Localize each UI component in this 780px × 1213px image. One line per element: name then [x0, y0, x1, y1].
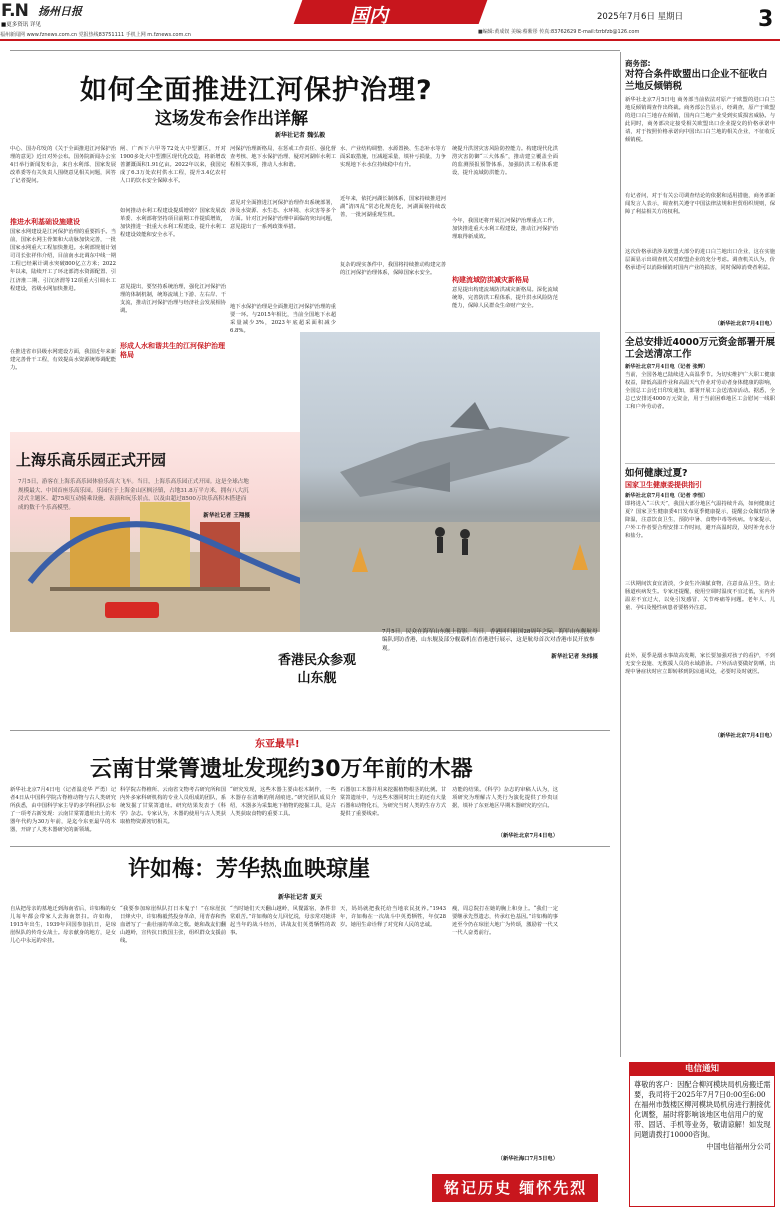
telecom-notice-title: 电信通知 [629, 1062, 775, 1076]
dateline-credit: （新华社北京7月4日电） [714, 733, 775, 739]
column-divider [620, 52, 621, 1057]
notice-signature: 中国电信福州分公司 [706, 1142, 771, 1151]
telecom-notice-body [634, 1080, 771, 1152]
wooden-tools-kicker: 东亚最早! [255, 739, 300, 750]
paragraph: 复杂的现实条件中，我国将持续推动构建完善的江河保护治理体系，保障国家水安全。 [340, 262, 446, 277]
paragraph: 功能的结果。《科学》杂志的审稿人认为，这项研究为理解古人类行为演化提供了珍贵证据，填补了东亚地区早期木器研究的空白。 [452, 787, 558, 810]
paragraph: 近年来，依托河湖长制体系，国家持续推进河湖“清四乱”常态化规范化，河湖面貌持续改善，一批河湖重现生机。 [340, 196, 446, 219]
masthead [0, 0, 780, 40]
wooden-tools-column-2 [120, 786, 226, 844]
carrier-photo-caption [382, 628, 598, 662]
paragraph: 意见对全面推进江河保护治理作出系统部署，涉及水资源、水生态、水环境、水灾害等多个方面。针对江河保护治理中面临的突出问题，意见提出了一系列政策举措。 [230, 200, 336, 231]
paragraph: 地下水保护治理是全面推进江河保护治理的重要一环。与2015年相比，当前全国地下水超采量减少3%，2023年底超采面积减少6.8%。 [230, 304, 336, 335]
paragraph: 有记者问，对于有关公司调查结论的依据和适用措施，商务部新闻发言人表示，调查机关遵守中国法律法规和世贸组织规则，保障了利益相关方的权利。 [625, 193, 775, 215]
paragraph: 新华社北京7月5日电 商务部当前依法对原产于欧盟的进口白兰地反倾销调查作出终裁。商务部公告显示，经调查，原产于欧盟的进口白兰地存在倾销，国内白兰地产业受到实质损害威胁。与此同时，商务部决定接受相关欧盟出口企业提交的价格承诺申请，对于按照价格承诺向中国出口白兰地的相关企业，不征收反倾销税。 [625, 97, 775, 143]
lead-headline: 如何全面推进江河保护治理? [80, 75, 433, 106]
paragraph: 当前，全国各地已陆续进入高温季节。为切实维护广大职工健康权益，降低高温作业和高温天气作业对劳动者身体健康的影响，全国总工会近日印发通知，部署开展工会送清凉活动。据悉，全总已安排近4000万元资金，用于当前困难地区工会慰问一线职工和户外劳动者。 [625, 372, 775, 410]
paragraph: “当时她们天天翻山越岭，风餐露宿，条件非常艰苦。”许如梅的女儿回忆说，母亲常对她讲起当年的战斗经历，讲战友们英勇牺牲的故事。 [230, 906, 336, 937]
paragraph: 此外，夏季是溺水事故高发期，家长要加强对孩子的看护，不到无安全设施、无救援人员的水域游泳。户外活动要做好防晒，出现中暑症状时应立即转移到阴凉通风处，必要时及时就医。 [625, 653, 775, 675]
lead-subheadline: 这场发布会作出详解 [155, 109, 308, 129]
xu-rumei-column-4 [340, 905, 446, 1165]
paragraph: 今年，我国还将开展江河保护治理重点工作，加快推进重大水利工程建设，推动江河保护治理取得新成效。 [452, 218, 558, 241]
carrier-photo-title: 香港民众参观山东舰 [277, 653, 356, 686]
wooden-tools-headline: 云南甘棠箐遗址发现约30万年前的木器 [90, 757, 473, 782]
lead-subhead-1: 推进水利基础设施建设 [10, 217, 80, 226]
paragraph: 意见提出构建流域防洪减灾新格局。深化流域统筹，完善防洪工程体系，提升洪水风险防范能力，保障人民群众生命财产安全。 [452, 287, 558, 310]
brief-headline-3: 如何健康过夏? [625, 468, 688, 479]
tagline: ■更多资讯 详见 [1, 22, 41, 28]
paragraph: 中心、国办印发的《关于全面推进江河保护治理的意见》近日对外公布。国务院新闻办公室4日举行新闻发布会，来自水利部、国家发展改革委等有关负责人围绕意见相关问题，回答了记者提问。 [10, 146, 116, 185]
lead-column-2 [120, 145, 226, 423]
editor-line: ■编辑:黄成钗 美编:蔡紫彤 传真:83762629 E-mail:fzrbfzb@126.com [478, 29, 640, 35]
paragraph: 水、产业结构调整、水源置换、生态补水等方面采取措施，压减超采量，填补亏损量，力争实现地下水水位持续稳中有升。 [340, 146, 446, 169]
paragraph: “研究发现，这些木器主要由松木制作，一些木器存在清晰的削刮痕迹。”研究团队成员介绍，木器多为采集地下植物的挖掘工具，是古人类获取食物的重要工具。 [230, 787, 336, 818]
brief-headline-1: 对符合条件欧盟出口企业不征收白兰地反倾销税 [625, 69, 768, 92]
paragraph: 科学院古脊椎所、云南省文物考古研究所和国内外多家科研机构的专业人员组成的团队，系统发掘了甘棠箐遗址。研究结果发表于《科学》杂志。专家认为，木器的使用与古人类获取植物资源密切相关。 [120, 787, 226, 826]
wooden-tools-column-3 [230, 786, 336, 844]
photo-credit: 新华社记者 王翔摄 [203, 513, 250, 520]
right-column [625, 58, 775, 740]
xu-rumei-byline: 新华社记者 夏天 [278, 894, 323, 901]
brief-kicker: 商务部: [625, 59, 651, 68]
paragraph: 瘦，周总院打在她的胸上和身上。“我们一定要继承先烈遗志，传承红色基因。”许如梅的事迹至今仍在琼崖大地广为传颂，激励着一代又一代人奋勇前行。 [452, 906, 558, 937]
divider [625, 463, 775, 464]
caption-text: 7月5日，民众在海军山东舰上留影。当日，香港回归祖国28周年之际，海军山东舰航母编队到访香港，山东舰及部分舰载机在香港进行展示，这是航母首次对香港市民开放参观。 [382, 629, 598, 652]
section-tab-background [294, 0, 488, 24]
dateline-credit: （新华社北京7月4日电） [497, 833, 558, 839]
header-rule [0, 39, 780, 41]
paragraph: 天，妈妈就把我托给当地农民抚养。”1943年，许如梅在一次战斗中英勇牺牲，年仅28岁。她用生命诠释了对党和人民的忠诚。 [340, 906, 446, 929]
carrier-illustration [300, 332, 600, 632]
lead-subhead-3: 构建流域防洪减灾新格局 [452, 275, 529, 284]
notice-text: 尊敬的客户：因配合柳河模块局机房搬迁需要，我司将于2025年7月7日0:00至6:00在福州市鼓楼区柳河模块局机房进行割接优化调整，届时将影响该地区电信用户的宽带、固话、手机等业务，敬请谅解！如发现问题请拨打10000咨询。 [634, 1080, 771, 1139]
caption-text: 7月5日，游客在上海乐高乐园体验乐高大飞车。当日，上海乐高乐园正式开园。这是全球占地规模最大、中国首座乐高乐园。乐园位于上海金山区枫泾镇，占地31.8万平方米，拥有八大沉浸式主题区、超75项互动骑乘设施、表演和玩乐景点，以及由超过8500万块乐高积木搭建而成的数千个乐高模型。 [18, 479, 249, 511]
paragraph: 即将进入“三伏天”，我国大部分地区气温持续升高，如何健康过夏？国家卫生健康委4日发布夏季健康提示，提醒公众做好防暑降温，注意饮食卫生，预防中暑、食物中毒等疾病。专家提示，户外工作者要合理安排工作时间，避开高温时段，及时补充水分和盐分。 [625, 501, 775, 539]
dateline-credit: （新华社海口7月5日电） [497, 1156, 558, 1162]
legoland-photo-title: 上海乐高乐园正式开园 [16, 451, 167, 469]
logo-name: 扬州日报 [38, 5, 82, 18]
brief-byline-2: 新华社北京7月4日电（记者 张辉） [625, 364, 709, 370]
page-number: 3 [758, 7, 774, 32]
issue-date: 2025年7月6日 星期日 [597, 12, 684, 22]
wooden-tools-column-5 [452, 786, 558, 844]
paragraph: 如何推动水利工程建设提质增效？国家发展改革委、水利部将坚持项目前期工作提质增效，加快推进一批重大水利工程建设，提升水利工程建设效能和安全水平。 [120, 208, 226, 239]
xu-rumei-column-3 [230, 905, 336, 1205]
divider [10, 730, 610, 731]
photo-credit: 新华社记者 朱炜摄 [551, 654, 598, 661]
xu-rumei-headline: 许如梅：芳华热血映琼崖 [128, 857, 371, 882]
lead-byline: 新华社记者 魏弘毅 [275, 132, 326, 139]
divider [10, 50, 620, 51]
paragraph: “我要参加琼崖纵队打日本鬼子！”在琼崖抗日烽火中，许如梅毅然投身革命，用青春和热血谱写了一曲壮丽的革命之歌。她和战友们翻山越岭，宣传抗日救国主张，组织群众支援前线。 [120, 906, 226, 945]
paragraph: 三伏期间饮食宜清淡，少食生冷油腻食物，注意食品卫生，防止肠道疾病发生。专家还提醒，使用空调时温度不宜过低，室内外温差不宜过大，以免引发感冒、关节疼痛等问题。老年人、儿童、孕妇及慢性病患者要格外注意。 [625, 581, 775, 611]
divider [10, 846, 610, 847]
xu-rumei-column-5 [452, 905, 558, 1165]
paragraph: 石器加工木器并用来挖掘植物根茎的比例。甘棠箐遗址中，与这些木器同时出土的还有大量石器和动物化石，为研究当时人类的生存方式提供了重要线索。 [340, 787, 446, 818]
brief-subheadline-3: 国家卫生健康委提供指引 [625, 481, 702, 489]
paragraph: 新华社北京7月4日电（记者温竞华 严勇）记者4日从中国科学院古脊椎动物与古人类研究所获悉，由中国科学家主导的多学科团队公布了一项考古新发现：云南甘棠箐遗址出土的木器年代约为30万年前，是迄今东亚最早的木器，开辟了人类木器研究的新领域。 [10, 787, 116, 834]
memorial-banner-text: 铭记历史 缅怀先烈 [444, 1179, 588, 1197]
brief-headline-2: 全总安排近4000万元资金部署开展工会送清凉工作 [625, 337, 775, 360]
section-name: 国内 [350, 5, 389, 27]
xu-rumei-column-1 [10, 905, 116, 1205]
dateline-credit: （新华社北京7月4日电） [714, 321, 775, 327]
paragraph: 国家水网建设是江河保护治理的重要抓手。当前，国家水网主骨架和大动脉加快完善，一批国家水网重大工程加快推进。水利部规划计划司司长张祥伟介绍，目前南水北调东中线一期工程已经累计调水突破800亿立方米；2022年以来，陆续开工了环北部湾水资源配置、引江济淮二期、引汉济渭等12项重大引调水工程建设，省级水网加快推进。 [10, 229, 116, 292]
paragraph: 闸、广西下六甲等72处大中型灌区，开对1900多处大中型灌区现代化改造，将新增改善灌溉面积1.91亿亩。2022年以来，我国完成了6.3万处农村供水工程，提升3.4亿农村人口的饮水安全保障水平。 [120, 146, 226, 185]
newspaper-logo [0, 0, 108, 28]
logo-mark: F.N [1, 1, 28, 21]
lead-subhead-2: 形成人水和谐共生的江河保护治理格局 [120, 341, 225, 359]
contact-bar: 福州新闻网 www.fznews.com.cn 党报热线83751111 手机上网 m.fznews.com.cn [0, 32, 191, 38]
wooden-tools-column-1 [10, 786, 116, 844]
paragraph: 河保护治理新格局，在惩戒工作责任、强化督查考核、地下水保护治理、疑对河湖库水利工程相关事项，推动人水和谐。 [230, 146, 336, 169]
lead-column-1 [10, 145, 116, 423]
carrier-photo [300, 332, 600, 632]
paragraph: 统提升洪涝灾害风险防控能力。构建现代化洪涝灾害防御“三大体系”，推动建立覆盖全面的监测预报预警体系，加强防洪工程体系建设，提升流域防洪能力。 [452, 146, 558, 177]
paragraph: 在推进省市县级水网建设方面，我国近年来新建完善骨干工程，有效提高水资源统筹调配能力。 [10, 349, 116, 372]
divider [625, 332, 775, 333]
xu-rumei-column-2 [120, 905, 226, 1205]
brief-byline-3: 新华社北京7月4日电（记者 李恒） [625, 493, 709, 499]
paragraph: 这次价格承诺涉及欧盟大部分的进口白兰地出口企业，这在实施层面显示出调查机关对欧盟企业的充分考虑。调查机关认为，价格承诺可以消除倾销对国内产业的损害，同时保障消费者利益。 [625, 249, 775, 271]
paragraph: 意见提出，要坚持系统治理，强化江河保护治理的体制机制，统筹流域上下游、左右岸、干支流，推动江河保护治理与经济社会发展相协调。 [120, 284, 226, 315]
wooden-tools-column-4 [340, 786, 446, 844]
legoland-photo-caption [18, 478, 250, 521]
paragraph: 自从把母亲的墓地迁到海南省后，许如梅的女儿每年都会带家人去海南祭扫。许如梅，1915年出生，1939年回国参加抗日，是琼崖纵队的传奇女战士。母亲献身的地方，是女儿心中永远的牵挂。 [10, 906, 116, 945]
